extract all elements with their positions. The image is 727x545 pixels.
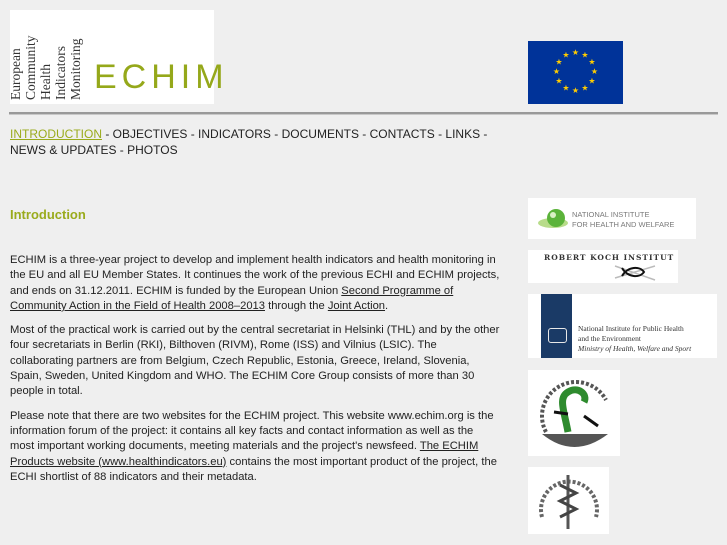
nav-news-updates[interactable]: NEWS & UPDATES xyxy=(10,143,117,157)
logo-line: Health xyxy=(38,64,53,100)
logo-wordmark: ECHIM xyxy=(94,58,229,96)
paragraph-intro: ECHIM is a three-year project to develop and implement health indicators and health monitoring in the EU and all EU Member States. It continues the work of the previous ECHI and ECHIM projects, and ends on 31.12.2011. ECHIM is funded by the European Union Second Programme of Community Action in the Field of Health 2008–2013 through the Joint Action. xyxy=(10,254,500,312)
paragraph-secretariats: Most of the practical work is carried out by the central secretariat in Helsinki (THL) and by the other four secretariats in Berlin (RKI), Bilthoven (RIVM), Rome (ISS) and Vilnius (LSIC). The collaborating partners are from Belgium, Czech Republic, Estonia, Greece, Ireland, Slovenia, Spain, Sweden, United Kingdom and WHO. The ECHIM Core Group consists of more than 30 people in total. xyxy=(10,324,500,398)
main-content xyxy=(10,253,500,494)
svg-text:★: ★ xyxy=(562,50,570,60)
nav-links[interactable]: LINKS xyxy=(445,127,481,141)
svg-text:★: ★ xyxy=(555,57,563,67)
logo-line: European xyxy=(8,48,23,100)
nav-introduction[interactable]: INTRODUCTION xyxy=(10,127,102,141)
main-nav: INTRODUCTION - OBJECTIVES - INDICATORS - DOCUMENTS - CONTACTS - LINKS - NEWS & UPDATES - PHOTOS xyxy=(10,127,488,157)
svg-text:★: ★ xyxy=(588,57,596,67)
nav-indicators[interactable]: INDICATORS xyxy=(198,127,271,141)
eu-flag-icon xyxy=(528,41,623,104)
header-divider xyxy=(9,112,718,115)
logo-line: Monitoring xyxy=(68,38,83,100)
svg-text:★: ★ xyxy=(590,67,599,76)
partner-logo-rki[interactable]: ROBERT KOCH INSTITUT xyxy=(528,250,678,283)
products-website-link[interactable]: The ECHIM Products website (www.healthindicators.eu) xyxy=(10,440,479,468)
nav-documents[interactable]: DOCUMENTS xyxy=(281,127,359,141)
svg-text:★: ★ xyxy=(581,50,589,60)
nav-objectives[interactable]: OBJECTIVES xyxy=(112,127,188,141)
partner-logo-iss[interactable] xyxy=(528,467,609,534)
svg-text:★: ★ xyxy=(588,76,596,86)
svg-text:★: ★ xyxy=(555,76,563,86)
paragraph-websites: Please note that there are two websites for the ECHIM project. This website www.echim.org is the information forum of the project: it contains all key facts and contact information as well as the most important working documents, meeting materials and the project's newsfeed. The ECHIM Products website (www.healthindicators.eu) contains the most important product of the project, the ECHI shortlist of 88 indicators and their metadata. xyxy=(10,409,497,483)
joint-action-link[interactable]: Joint Action xyxy=(327,299,386,312)
svg-text:★: ★ xyxy=(571,86,580,95)
globe-icon xyxy=(536,207,570,231)
higienos-emblem-icon xyxy=(528,370,620,456)
iss-emblem-icon xyxy=(528,467,609,534)
nav-photos[interactable]: PHOTOS xyxy=(127,143,178,157)
svg-text:★: ★ xyxy=(552,67,561,76)
logo-line: Community xyxy=(23,35,38,100)
page-title: Introduction xyxy=(10,207,86,222)
echim-logo[interactable] xyxy=(8,10,229,104)
rki-emblem-icon xyxy=(610,264,660,282)
svg-text:★: ★ xyxy=(562,83,570,93)
partner-logo-higienos-institutas[interactable] xyxy=(528,370,620,456)
partner-logo-thl[interactable]: NATIONAL INSTITUTE FOR HEALTH AND WELFARE xyxy=(528,198,696,239)
logo-vertical-text xyxy=(10,10,90,104)
svg-text:★: ★ xyxy=(571,48,580,57)
partner-logo-rivm[interactable]: National Institute for Public Health and the Environment Ministry of Health, Welfare and Sport xyxy=(528,294,717,358)
rivm-crest-icon xyxy=(541,294,572,358)
nav-contacts[interactable]: CONTACTS xyxy=(369,127,435,141)
svg-text:★: ★ xyxy=(581,83,589,93)
health-programme-link[interactable]: Second Programme of Community Action in the Field of Health 2008–2013 xyxy=(10,284,454,312)
logo-line: Indicators xyxy=(53,46,68,100)
